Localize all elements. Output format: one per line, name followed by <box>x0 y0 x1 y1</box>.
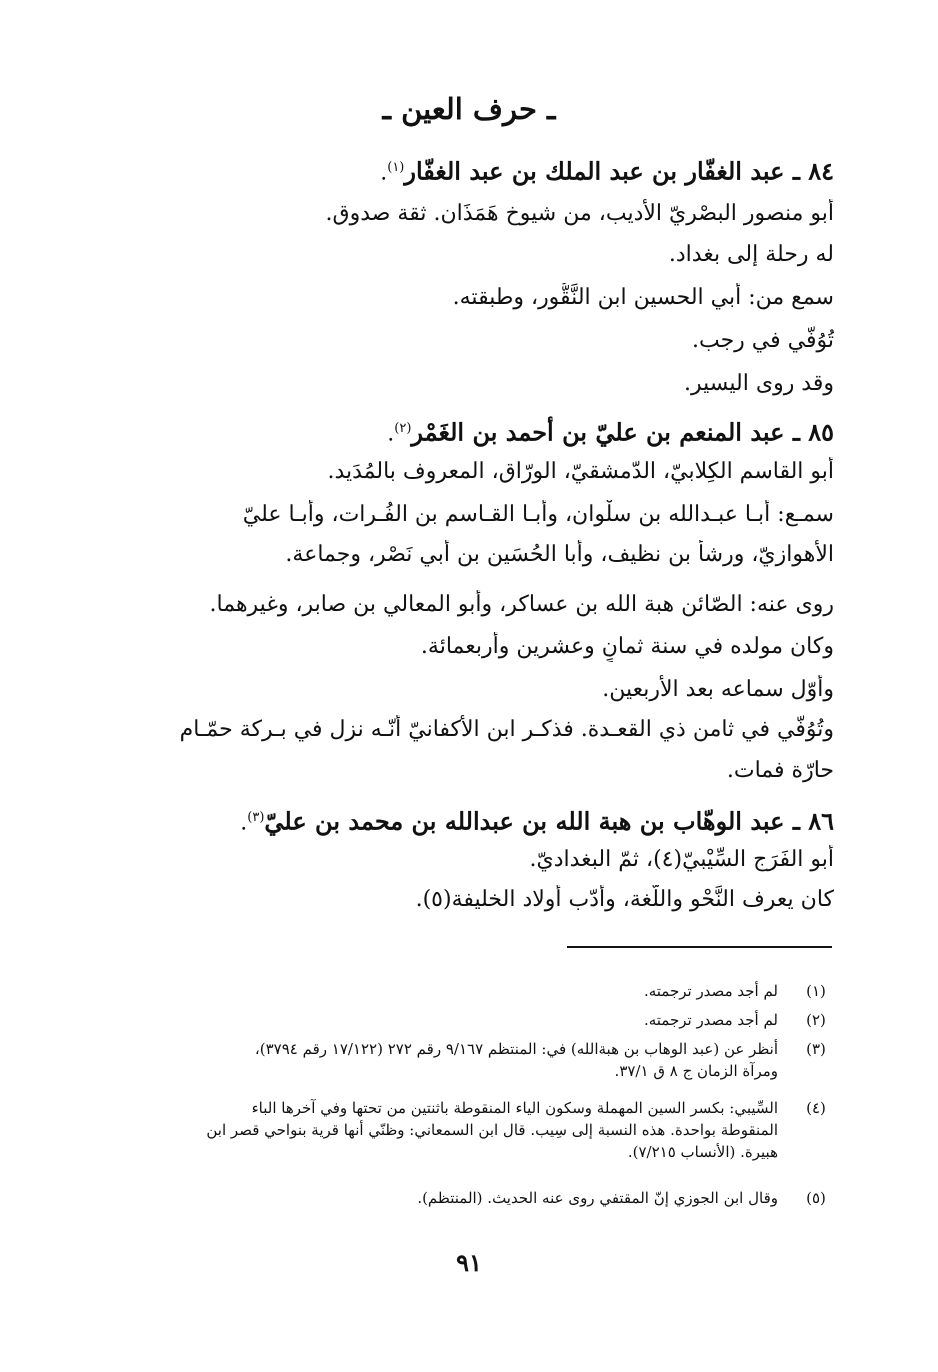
footnote-1 <box>100 980 834 1002</box>
footnote-5 <box>100 1187 834 1209</box>
page-number: ٩١ <box>456 1248 482 1277</box>
footnote-text: وقال ابن الجوزي إنّ المقتفي روى عنه الحديث. (المنتظم). <box>417 1189 778 1207</box>
footnote-ref-3: (٣) <box>247 810 265 825</box>
entry-84-line-5: وقد روى اليسير. <box>684 371 834 396</box>
footnote-text: أنظر عن (عبد الوهاب بن هبةالله) في: المنتظم ٩/١٦٧ رقم ٢٧٢ (١٧/١٢٢ رقم ٣٧٩٤)، <box>254 1040 778 1058</box>
footnote-number: (٢) <box>806 1011 826 1029</box>
page-header: ـ حرف العين ـ <box>382 92 556 126</box>
entry-84-line-2: له رحلة إلى بغداد. <box>668 242 834 267</box>
entry-85-line-7: وتُوُفّي في ثامن ذي القعـدة. فذكـر ابن الأكفانيّ أنّـه نزل في بـركة حمّـام <box>179 717 834 742</box>
footnote-text: المنقوطة بواحدة. هذه النسبة إلى سِيب. قال ابن السمعاني: وظنّي أنها قرية بنواحي قصر ابن <box>206 1121 778 1139</box>
footnote-ref-1: (١) <box>387 160 405 175</box>
entry-85-line-8: حارّة فمات. <box>726 758 834 783</box>
footnote-number: (٣) <box>806 1040 826 1058</box>
entry-85-title: ٨٥ ـ عبد المنعم بن عليّ بن أحمد بن الغَمْر$^{(٢)}$. <box>387 417 834 447</box>
footnote-text: هبيرة. (الأنساب ٧/٢١٥). <box>627 1143 778 1161</box>
entry-85-line-2: سمـع: أبـا عبـدالله بن سلْوان، وأبـا القـاسم بن الفُـرات، وأبـا عليّ <box>242 502 834 527</box>
entry-84-line-1: أبو منصور البصْريّ الأديب، من شيوخ هَمَذَان. ثقة صدوق. <box>325 201 834 226</box>
entry-84-title: ٨٤ ـ عبد الغفّار بن عبد الملك بن عبد الغفّار$^{(١)}$. <box>380 156 834 186</box>
footnote-number: (١) <box>806 982 826 1000</box>
entry-86-line-2: كان يعرف النَّحْو واللّغة، وأدّب أولاد الخليفة(٥). <box>415 887 834 912</box>
entry-84-line-4: تُوُفّي في رجب. <box>691 328 834 353</box>
footnote-4 <box>100 1097 834 1163</box>
entry-84-line-3: سمع من: أبي الحسين ابن النَّقُّور، وطبقته. <box>452 285 834 310</box>
footnote-separator <box>567 946 832 948</box>
footnote-text: السِّيبي: بكسر السين المهملة وسكون الياء المنقوطة باثنتين من تحتها وفي آخرها الباء <box>251 1099 778 1117</box>
entry-85-line-5: وكان مولده في سنة ثمانٍ وعشرين وأربعمائة. <box>420 634 834 659</box>
entry-85-line-3: الأهوازيّ، ورشأ بن نظيف، وأبا الحُسَين بن أبي نَصْر، وجماعة. <box>285 542 834 567</box>
entry-86-title: ٨٦ ـ عبد الوهّاب بن هبة الله بن عبدالله بن محمد بن عليّ$^{(٣)}$. <box>240 806 834 836</box>
entry-85-line-6: وأوّل سماعه بعد الأربعين. <box>602 677 834 702</box>
footnote-number: (٤) <box>806 1099 826 1117</box>
footnote-3 <box>100 1038 834 1082</box>
footnote-2 <box>100 1009 834 1031</box>
entry-85-line-4: روى عنه: الصّائن هبة الله بن عساكر، وأبو المعالي بن صابر، وغيرهما. <box>209 592 834 617</box>
entry-85-line-1: أبو القاسم الكِلابيّ، الدّمشقيّ، الورّاق، المعروف بالمُدَيد. <box>327 459 834 484</box>
entry-86-line-1: أبو الفَرَج السِّيْبيّ(٤)، ثمّ البغداديّ. <box>529 847 834 872</box>
footnote-text: ومرآة الزمان ج ٨ ق ٣٧/١. <box>614 1062 778 1080</box>
footnote-number: (٥) <box>806 1189 826 1207</box>
footnote-text: لم أجد مصدر ترجمته. <box>643 982 778 1000</box>
footnote-ref-2: (٢) <box>394 421 412 436</box>
footnote-text: لم أجد مصدر ترجمته. <box>643 1011 778 1029</box>
